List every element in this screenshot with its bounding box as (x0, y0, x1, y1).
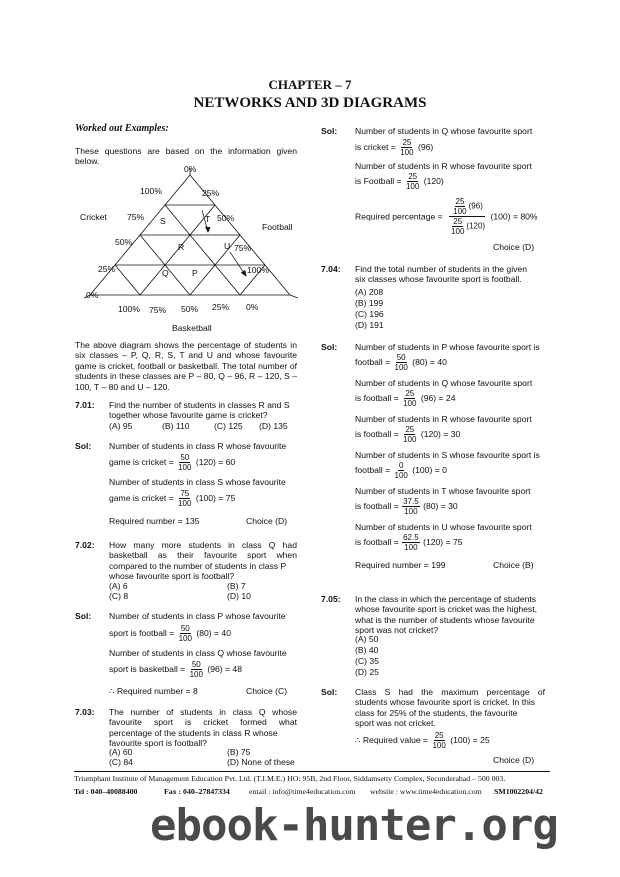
sol701-line1: Number of students in class R whose favourite (109, 441, 287, 451)
q704-option-c: (C) 196 (355, 309, 384, 319)
intro-description: The above diagram shows the percentage of students in six classes – P, Q, R, S, T and U and whose favourite game is cricket, football or basketball. The total number of students in these classes are P – 80, Q – 96, R – 120, S – 100, T – 80 and U – 120. (75, 340, 297, 392)
sol703-eq2-post: (120) (423, 175, 444, 186)
denominator: 100 (403, 399, 417, 408)
sol705-req-post: (100) = 25 (450, 734, 490, 745)
fraction (189, 660, 204, 679)
compound-fraction (447, 197, 487, 236)
left-tick-75: 75% (127, 212, 145, 222)
sol701-line3: Number of students in class S whose favourite (109, 477, 286, 487)
sol701-eq2-post: (100) = 75 (195, 492, 236, 503)
sol703-label: Sol: (321, 126, 338, 136)
eq-post: (80) = 40 (412, 356, 447, 367)
footer-email[interactable]: email : info@time4education.com (249, 787, 356, 796)
eq-post: (96) = 24 (420, 392, 456, 403)
right-tick-25: 25% (202, 188, 220, 198)
numerator: 0 (398, 461, 404, 470)
q702-line: compared to the number of students in class P (109, 560, 287, 571)
sol703-eq1 (355, 138, 433, 157)
q701-option-d: (D) 135 (259, 421, 288, 431)
sol703-eq2-pre: is Football = (355, 175, 402, 186)
sol703-eq1-post: (96) (417, 141, 434, 152)
denominator: 100 (394, 471, 408, 480)
denominator: 100 (178, 499, 192, 508)
eq-post: (80) = 30 (423, 500, 458, 511)
sol703-req-pre: Required percentage = (355, 211, 443, 222)
fraction (394, 461, 409, 480)
sol704-head-p: Number of students in P whose favourite sport is (355, 342, 540, 352)
class-q-label: Q (162, 268, 169, 278)
footer-fax: Fax : 040–27847334 (164, 787, 230, 796)
eq-pre: football = (355, 464, 391, 475)
sol701-eq1 (109, 453, 235, 472)
denominator: 100 (432, 741, 446, 750)
sol703-eq1-pre: is cricket = (355, 141, 396, 152)
eq-post: (100) = 0 (412, 464, 447, 475)
sol705-line: Class S had the maximum percentage of (355, 687, 545, 697)
right-tick-50: 50% (217, 213, 235, 223)
numerator: 25 (402, 138, 412, 147)
sol704-choice: Choice (B) (493, 560, 534, 570)
q702-line: whose favourite sport is football? (109, 571, 235, 582)
bottom-tick-75: 75% (149, 305, 167, 315)
sol702-eq1-post: (80) = 40 (196, 627, 231, 638)
sol703-line1: Number of students in Q whose favourite sport (355, 126, 533, 136)
compound-numerator (449, 197, 485, 217)
q705-line: sport was not cricket? (355, 625, 439, 636)
right-tick-100: 100% (247, 265, 269, 275)
numerator: 62.5 (403, 533, 419, 542)
fraction (399, 138, 414, 157)
sol701-eq2-pre: game is cricket = (109, 492, 174, 503)
denominator: 100 (178, 634, 192, 643)
eq-pre: is football = (355, 536, 399, 547)
q704-option-b: (B) 199 (355, 298, 384, 308)
chapter-number: CHAPTER – 7 (268, 77, 352, 92)
sol702-eq2-post: (96) = 48 (207, 663, 242, 674)
q704-number: 7.04: (321, 264, 341, 274)
class-p-label: P (192, 268, 198, 278)
sol704-head-r: Number of students in R whose favourite sport (355, 414, 532, 424)
numerator: 50 (191, 660, 201, 669)
watermark: ebook-hunter.org (150, 800, 558, 851)
sol702-line3: Number of students in class Q whose favourite (109, 648, 287, 658)
denominator: 100 (178, 463, 192, 472)
numerator: 25 (453, 217, 463, 226)
q705-line: In the class in which the percentage of students (355, 594, 537, 604)
denominator: 100 (404, 543, 418, 552)
eq-pre: is football = (355, 428, 399, 439)
compound-bottom-value: (120) (466, 221, 486, 231)
sol702-eq1-pre: sport is football = (109, 627, 175, 638)
fraction (431, 731, 446, 750)
numerator: 75 (180, 489, 190, 498)
numerator: 25 (405, 389, 415, 398)
fraction (402, 497, 420, 516)
sol701-eq1-post: (120) = 60 (195, 456, 236, 467)
sol703-req-post: (100) = 80% (490, 211, 538, 222)
fraction (177, 453, 192, 472)
eq-post: (120) = 30 (420, 428, 461, 439)
fraction (177, 489, 192, 508)
sol703-eq2 (355, 172, 444, 191)
q705-number: 7.05: (321, 594, 341, 604)
denominator: 100 (189, 670, 203, 679)
q704-line: six classes whose favourite sport is football. (355, 274, 522, 285)
worked-examples-heading: Worked out Examples: (75, 123, 169, 134)
sol705-required (355, 731, 490, 750)
sol704-eq-s (355, 461, 447, 480)
sol705-line: students whose favourite sport is cricket. In this (355, 697, 536, 708)
sol702-required: ∴ Required number = 8 (109, 686, 198, 696)
sol704-eq-q (355, 389, 456, 408)
sol703-required (355, 197, 538, 236)
q702-text (109, 540, 297, 582)
sol705-line: sport was not cricket. (355, 718, 436, 729)
sol705-req-pre: ∴ Required value = (355, 734, 429, 745)
q701-option-a: (A) 95 (109, 421, 133, 431)
sol702-eq1 (109, 624, 231, 643)
left-tick-25: 25% (98, 264, 116, 274)
sol701-required: Required number = 135 (109, 516, 200, 526)
football-label: Football (262, 222, 293, 232)
sol702-choice: Choice (C) (246, 686, 288, 696)
numerator: 25 (455, 197, 465, 206)
fraction (178, 624, 193, 643)
q704-text (355, 264, 545, 285)
numerator: 25 (405, 425, 415, 434)
sol702-eq2 (109, 660, 242, 679)
sol705-text (355, 687, 545, 729)
bottom-tick-25: 25% (212, 302, 230, 312)
sol703-line3: Number of students in R whose favourite sport (355, 161, 532, 171)
q703-line: favourite sport is football? (109, 738, 207, 749)
q704-option-d: (D) 191 (355, 320, 384, 330)
q703-line: The number of students in class Q whose (109, 707, 297, 717)
q705-line: whose favourite sport is cricket was the highest, (355, 604, 537, 615)
numerator: 25 (408, 172, 418, 181)
numerator: 50 (180, 453, 190, 462)
denominator: 100 (394, 363, 408, 372)
intro-lead: These questions are based on the information given below. (75, 146, 297, 167)
sol704-head-q: Number of students in Q whose favourite sport (355, 378, 533, 388)
fraction (402, 389, 417, 408)
q705-option-c: (C) 35 (355, 656, 379, 666)
left-tick-100: 100% (140, 186, 162, 196)
top-tick: 0% (184, 164, 197, 174)
q702-line: basketball as their favourite sport when (109, 550, 297, 561)
eq-pre: is football = (355, 392, 399, 403)
denominator: 100 (404, 507, 418, 516)
numerator: 25 (434, 731, 444, 740)
fraction (450, 217, 465, 236)
q703-line: percentage of the students in class R whose (109, 727, 278, 738)
eq-pre: football = (355, 356, 391, 367)
q701-text: Find the number of students in classes R and S together whose favourite game is cricket? (109, 400, 290, 421)
bottom-tick-50: 50% (181, 304, 199, 314)
q702-option-d: (D) 10 (227, 591, 251, 601)
sol705-label: Sol: (321, 687, 338, 697)
q703-number: 7.03: (75, 707, 95, 717)
sol704-eq-p (355, 353, 447, 372)
denominator: 100 (403, 435, 417, 444)
left-tick-0: 0% (86, 290, 99, 300)
fraction (452, 197, 467, 216)
sol702-line1: Number of students in class P whose favourite (109, 611, 286, 621)
q704-line: Find the total number of students in the given (355, 264, 527, 274)
eq-post: (120) = 75 (423, 536, 463, 547)
q703-option-c: (C) 84 (109, 757, 133, 767)
compound-denominator (447, 217, 487, 236)
sol701-choice: Choice (D) (246, 516, 288, 526)
q705-option-a: (A) 50 (355, 634, 379, 644)
q703-option-a: (A) 60 (109, 747, 133, 757)
numerator: 50 (180, 624, 190, 633)
footer-divider (74, 771, 550, 772)
q703-option-b: (B) 75 (227, 747, 251, 757)
q701-option-b: (B) 110 (162, 421, 190, 431)
sol701-eq1-pre: game is cricket = (109, 456, 174, 467)
basketball-label: Basketball (172, 323, 212, 333)
numerator: 50 (396, 353, 406, 362)
sol704-eq-t (355, 497, 458, 516)
sol704-head-t: Number of students in T whose favourite sport (355, 486, 531, 496)
fraction (402, 533, 420, 552)
sol702-eq2-pre: sport is basketball = (109, 663, 186, 674)
cricket-label: Cricket (80, 212, 107, 222)
q702-line: How many more students in class Q had (109, 540, 297, 550)
sol704-eq-u (355, 533, 463, 552)
q705-text (355, 594, 545, 636)
left-tick-50: 50% (115, 237, 133, 247)
sol703-choice: Choice (D) (493, 242, 535, 252)
sol704-head-u: Number of students in U whose favourite sport (355, 522, 532, 532)
right-tick-75: 75% (234, 243, 252, 253)
q701-number: 7.01: (75, 400, 95, 410)
fraction (405, 172, 420, 191)
compound-top-value: (96) (468, 201, 483, 211)
q705-line: what is the number of students whose favourite (355, 614, 535, 625)
q702-option-c: (C) 8 (109, 591, 129, 601)
class-r-label: R (178, 242, 185, 252)
q702-number: 7.02: (75, 540, 95, 550)
denominator: 100 (405, 182, 420, 191)
class-s-label: S (160, 216, 166, 226)
sol704-head-s: Number of students in S whose favourite sport is (355, 450, 540, 460)
denominator: 100 (400, 148, 414, 157)
q701-option-c: (C) 125 (214, 421, 243, 431)
q702-option-b: (B) 7 (227, 581, 246, 591)
chapter-title: NETWORKS AND 3D DIAGRAMS (193, 95, 427, 111)
q702-option-a: (A) 6 (109, 581, 128, 591)
sol701-eq2 (109, 489, 235, 508)
footer-code: SM1002204/42 (494, 787, 543, 796)
eq-pre: is football = (355, 500, 399, 511)
denominator: 100 (453, 207, 467, 216)
numerator: 37.5 (403, 497, 419, 506)
footer-website[interactable]: website : www.time4education.com (370, 787, 482, 796)
fraction (402, 425, 417, 444)
footer-tel: Tel : 040–40088400 (74, 787, 138, 796)
class-u-label: U (224, 241, 231, 251)
q703-line: favourite sport is cricket formed what (109, 717, 297, 728)
sol702-label: Sol: (75, 611, 92, 621)
q703-text (109, 707, 297, 749)
sol704-eq-r (355, 425, 460, 444)
q705-option-d: (D) 25 (355, 667, 379, 677)
bottom-tick-100: 100% (118, 304, 140, 314)
footer-address: Triumphant Institute of Management Education Pvt. Ltd. (T.I.M.E.) HO: 95B, 2nd Floor, Siddamsetty Complex, Secunderabad – 500 003. (74, 774, 506, 783)
fraction (394, 353, 409, 372)
sol704-label: Sol: (321, 342, 338, 352)
bottom-tick-0: 0% (246, 302, 259, 312)
denominator: 100 (451, 227, 465, 236)
q705-option-b: (B) 40 (355, 645, 379, 655)
sol701-label: Sol: (75, 441, 92, 451)
q703-option-d: (D) None of these (227, 757, 295, 767)
sol705-line: class for 25% of the students, the favourite (355, 707, 518, 718)
class-t-label: T (205, 214, 211, 224)
q704-option-a: (A) 208 (355, 287, 384, 297)
sol705-choice: Choice (D) (493, 755, 535, 765)
sol704-required: Required number = 199 (355, 560, 446, 570)
